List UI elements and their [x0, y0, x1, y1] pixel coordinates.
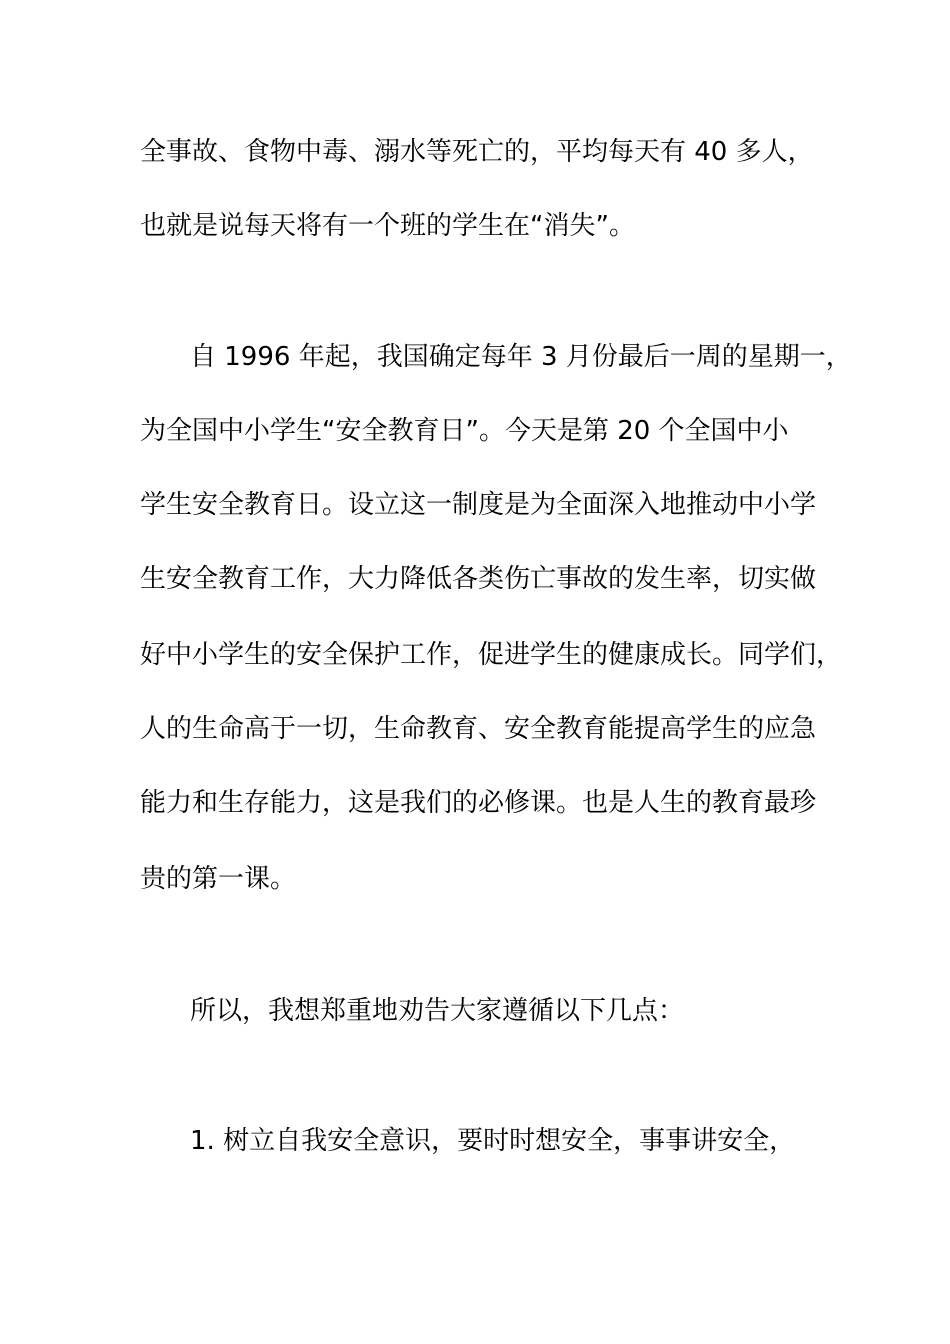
text-line: 能力和生存能力，这是我们的必修课。也是人生的教育最珍 [140, 788, 817, 818]
text-line: 为全国中小学生“安全教育日”。今天是第 20 个全国中小 [140, 416, 789, 446]
text-line: 1. 树立自我安全意识，要时时想安全，事事讲安全， [190, 1126, 796, 1156]
text-line: 全事故、食物中毒、溺水等死亡的，平均每天有 40 多人， [140, 137, 814, 167]
text-line: 贵的第一课。 [140, 864, 297, 894]
text-line: 人的生命高于一切，生命教育、安全教育能提高学生的应急 [140, 714, 817, 744]
text-line: 学生安全教育日。设立这一制度是为全面深入地推动中小学 [140, 490, 817, 520]
text-line: 好中小学生的安全保护工作，促进学生的健康成长。同学们， [140, 640, 843, 670]
text-line: 所以，我想郑重地劝告大家遵循以下几点： [190, 996, 685, 1026]
text-line: 生安全教育工作，大力降低各类伤亡事故的发生率，切实做 [140, 564, 817, 594]
text-line: 自 1996 年起，我国确定每年 3 月份最后一周的星期一， [190, 342, 852, 372]
text-line: 也就是说每天将有一个班的学生在“消失”。 [140, 211, 635, 241]
